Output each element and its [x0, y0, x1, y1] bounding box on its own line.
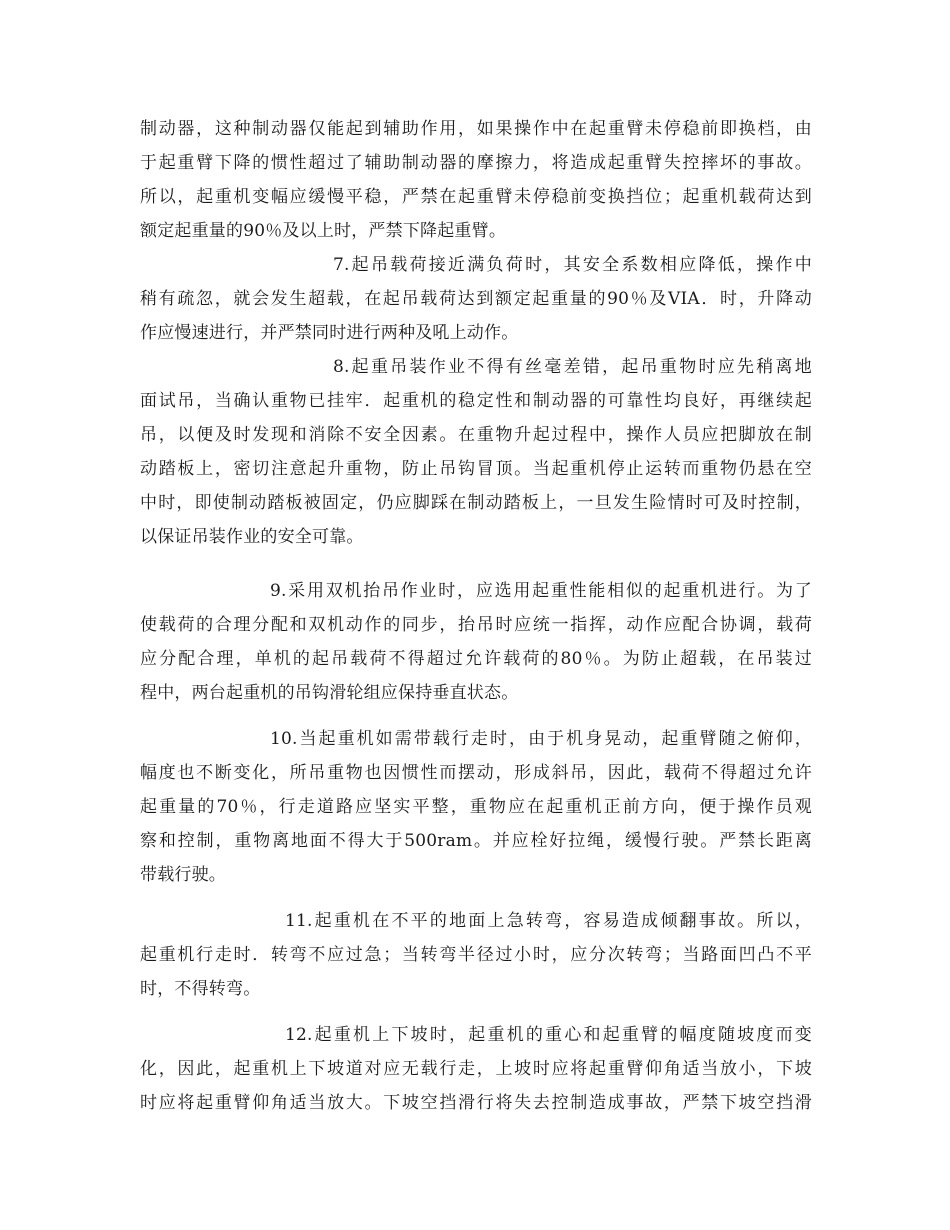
text-line: 起重机行走时．转弯不应过急；当转弯半径过小时，应分次转弯；当路面凹凸不平 — [140, 945, 812, 965]
text-line: 化，因此，起重机上下坡道对应无载行走，上坡时应将起重臂仰角适当放小，下坡 — [140, 1059, 812, 1079]
text-line: 中时，即使制动踏板被固定，仍应脚踩在制动踏板上，一旦发生险情时可及时控制， — [140, 493, 812, 513]
text-line: 幅度也不断变化，所吊重物也因惯性而摆动，形成斜吊，因此，载荷不得超过允许 — [140, 763, 812, 783]
text-line: 稍有疏忽，就会发生超载，在起吊载荷达到额定起重量的90％及VIA．时，升降动 — [140, 289, 812, 309]
text-line: 作应慢速进行，并严禁同时进行两种及吼上动作。 — [140, 323, 519, 343]
text-line: 以保证吊装作业的安全可靠。 — [140, 527, 364, 547]
text-line: 12.起重机上下坡时，起重机的重心和起重臂的幅度随坡度而变 — [285, 1025, 812, 1045]
text-line: 10.当起重机如需带载行走时，由于机身晃动，起重臂随之俯仰， — [270, 729, 812, 749]
text-line: 时，不得转弯。 — [140, 979, 261, 999]
text-line: 制动器，这种制动器仅能起到辅助作用，如果操作中在起重臂未停稳前即换档，由 — [140, 119, 812, 139]
text-line: 起重量的70％，行走道路应坚实平整，重物应在起重机正前方向，便于操作员观 — [140, 797, 812, 817]
text-line: 7.起吊载荷接近满负荷时，其安全系数相应降低，操作中 — [333, 255, 812, 275]
text-line: 额定起重量的90％及以上时，严禁下降起重臂。 — [140, 221, 507, 241]
text-line: 所以，起重机变幅应缓慢平稳，严禁在起重臂未停稳前变换挡位；起重机载荷达到 — [140, 187, 812, 207]
text-line: 时应将起重臂仰角适当放大。下坡空挡滑行将失去控制造成事故，严禁下坡空挡滑 — [140, 1093, 812, 1113]
document-page — [140, 0, 812, 1230]
text-line: 使载荷的合理分配和双机动作的同步，抬吊时应统一指挥，动作应配合协调，载荷 — [140, 615, 812, 635]
text-line: 面试吊，当确认重物已挂牢．起重机的稳定性和制动器的可靠性均良好，再继续起 — [140, 391, 812, 411]
paragraph-12 — [140, 1018, 812, 1120]
paragraph-7 — [140, 248, 812, 350]
text-line: 应分配合理，单机的起吊载荷不得超过允许载荷的80％。为防止超载，在吊装过 — [140, 649, 812, 669]
paragraph-10 — [140, 722, 812, 892]
paragraph-9 — [140, 574, 812, 710]
paragraph-continued — [140, 112, 812, 248]
text-line: 9.采用双机抬吊作业时，应选用起重性能相似的起重机进行。为了 — [270, 581, 812, 601]
text-line: 察和控制，重物离地面不得大于500ram。并应栓好拉绳，缓慢行驶。严禁长距离 — [140, 831, 812, 851]
text-line: 8.起重吊装作业不得有丝毫差错，起吊重物时应先稍离地 — [333, 357, 812, 377]
text-line: 于起重臂下降的惯性超过了辅助制动器的摩擦力，将造成起重臂失控摔坏的事故。 — [140, 153, 812, 173]
paragraph-8 — [140, 350, 812, 554]
text-line: 带载行驶。 — [140, 865, 226, 885]
text-line: 程中，两台起重机的吊钩滑轮组应保持垂直状态。 — [140, 683, 519, 703]
paragraph-11 — [140, 904, 812, 1006]
text-line: 吊，以便及时发现和消除不安全因素。在重物升起过程中，操作人员应把脚放在制 — [140, 425, 812, 445]
text-line: 动踏板上，密切注意起升重物，防止吊钩冒顶。当起重机停止运转而重物仍悬在空 — [140, 459, 812, 479]
text-line: 11.起重机在不平的地面上急转弯，容易造成倾翻事故。所以， — [285, 911, 812, 931]
